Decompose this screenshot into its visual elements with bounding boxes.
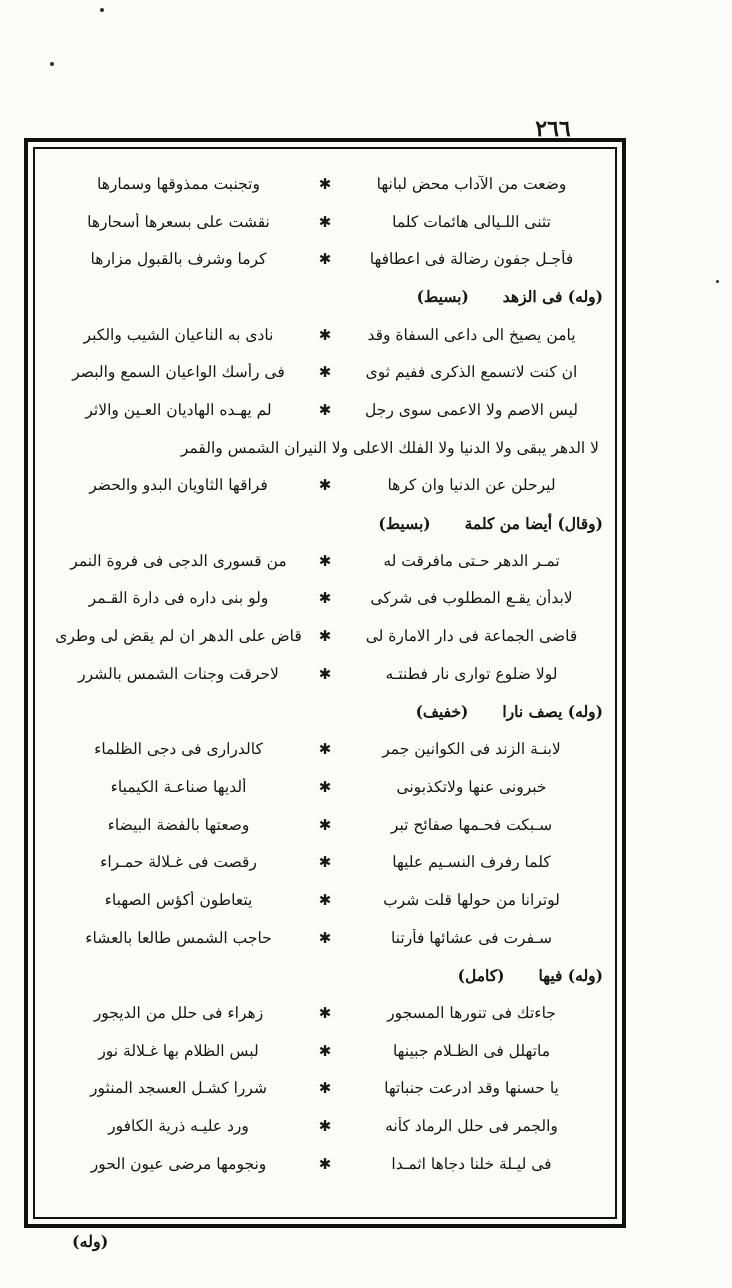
- hemistich-separator-star-icon: ✱: [318, 476, 332, 495]
- verse-first-hemistich: يا حسنها وقد ادرعت جنباتها: [384, 1079, 559, 1098]
- verse-line: [45, 1032, 605, 1070]
- hemistich-separator-star-icon: ✱: [318, 627, 332, 646]
- section-heading: [45, 504, 605, 542]
- hemistich-separator-star-icon: ✱: [318, 589, 332, 608]
- verse-first-hemistich: وضعت من الآداب محض لبانها: [376, 174, 567, 193]
- hemistich-separator-star-icon: ✱: [318, 1117, 332, 1136]
- text-frame-inner-border: [33, 147, 617, 1219]
- hemistich-separator-star-icon: ✱: [318, 250, 332, 269]
- verse-line: [45, 1145, 605, 1183]
- hemistich-separator-star-icon: ✱: [318, 664, 332, 683]
- verse-second-hemistich: نقشت على بسعرها أسحارها: [87, 212, 270, 231]
- poetic-meter-label: (خفيف): [415, 701, 469, 721]
- poetic-meter-label: (بسيط): [416, 287, 469, 307]
- verse-first-hemistich: تثنى اللـيالى هائمات كلما: [392, 212, 551, 231]
- verse-second-hemistich: لم يهـده الهاديان العـين والاثر: [85, 400, 272, 419]
- verse-line: [45, 843, 605, 881]
- verse-second-hemistich: ألديها صناعـة الكيمياء: [110, 777, 247, 796]
- verse-first-hemistich: ماتهلل فى الظـلام جبينها: [392, 1041, 551, 1060]
- scan-speck: [716, 280, 719, 283]
- hemistich-separator-star-icon: ✱: [318, 363, 332, 382]
- hemistich-separator-star-icon: ✱: [318, 1079, 332, 1098]
- verse-line: [45, 240, 605, 278]
- hemistich-separator-star-icon: ✱: [318, 890, 332, 909]
- verse-line: [45, 617, 605, 655]
- section-heading-label: (وله) فى الزهد: [502, 287, 603, 307]
- verse-line: [45, 994, 605, 1032]
- verse-line: [45, 655, 605, 693]
- hemistich-separator-star-icon: ✱: [318, 400, 332, 419]
- verse-first-hemistich: تمـر الدهر حـتى مافرقت له: [383, 551, 560, 570]
- hemistich-separator-star-icon: ✱: [318, 1154, 332, 1173]
- verse-line: [45, 203, 605, 241]
- hemistich-separator-star-icon: ✱: [318, 853, 332, 872]
- verse-second-hemistich: شررا كشـل العسجد المنثور: [90, 1079, 267, 1098]
- verse-second-hemistich: لاحرقت وجنات الشمس بالشرر: [78, 664, 279, 683]
- verse-first-hemistich: كلما رفرف النسـيم عليها: [392, 853, 551, 872]
- verse-second-hemistich: ولو بنى داره فى دارة القـمر: [88, 589, 269, 608]
- poetic-meter-label: (كامل): [457, 965, 505, 985]
- verse-line: [45, 353, 605, 391]
- verse-second-hemistich: حاجب الشمس طالعا بالعشاء: [85, 928, 272, 947]
- verse-second-hemistich: فراقها الثاويان البدو والحضر: [89, 476, 268, 495]
- verse-second-hemistich: يتعاطون أكؤس الصهباء: [104, 890, 253, 909]
- verse-second-hemistich: من قسورى الدجى فى فروة النمر: [70, 551, 287, 570]
- catchword: (وله): [72, 1232, 109, 1251]
- page-number: ٢٦٦: [535, 116, 571, 142]
- hemistich-separator-star-icon: ✱: [318, 551, 332, 570]
- hemistich-separator-star-icon: ✱: [318, 1003, 332, 1022]
- full-width-verse-line: لا الدهر يبقى ولا الدنيا ولا الفلك الاعلى ولا النيران الشمس والقمر: [180, 438, 599, 457]
- section-heading-label: (وله) يصف نارا: [502, 701, 603, 721]
- hemistich-separator-star-icon: ✱: [318, 740, 332, 759]
- verse-line: [45, 1070, 605, 1108]
- verse-second-hemistich: زهراء فى حلل من الديجور: [93, 1003, 264, 1022]
- verse-first-hemistich: خبرونى عنها ولاتكذبونى: [396, 777, 547, 796]
- verse-second-hemistich: لبس الظلام بها غـلالة نور: [98, 1041, 259, 1060]
- text-frame: [24, 138, 626, 1228]
- hemistich-separator-star-icon: ✱: [318, 777, 332, 796]
- verse-first-hemistich: والجمر فى حلل الرماد كأنه: [385, 1117, 558, 1136]
- verse-line: [45, 730, 605, 768]
- verse-second-hemistich: قاض على الدهر ان لم يقض لى وطرى: [55, 627, 302, 646]
- verse-line: [45, 391, 605, 429]
- verse-first-hemistich: لابدأن يقـع المطلوب فى شركى: [370, 589, 573, 608]
- poem-body: [45, 165, 605, 1183]
- verse-first-hemistich: لابنـة الزند فى الكوانين جمر: [382, 740, 561, 759]
- verse-first-hemistich: لوترانا من حولها قلت شرب: [383, 890, 560, 909]
- hemistich-separator-star-icon: ✱: [318, 212, 332, 231]
- verse-first-hemistich: ليس الاصم ولا الاعمى سوى رجل: [365, 400, 578, 419]
- hemistich-separator-star-icon: ✱: [318, 928, 332, 947]
- poetic-meter-label: (بسيط): [378, 513, 431, 533]
- verse-second-hemistich: ونجومها مرضى عيون الحور: [90, 1154, 267, 1173]
- scan-speck: [50, 62, 54, 66]
- section-heading: [45, 956, 605, 994]
- verse-first-hemistich: قاضى الجماعة فى دار الامارة لى: [365, 627, 578, 646]
- verse-second-hemistich: وتجنبت ممذوقها وسمارها: [97, 174, 260, 193]
- verse-line: [45, 919, 605, 957]
- verse-line: [45, 165, 605, 203]
- verse-first-hemistich: لولا ضلوع توارى نار فطنتـه: [385, 664, 558, 683]
- hemistich-separator-star-icon: ✱: [318, 815, 332, 834]
- verse-first-hemistich: فى ليـلة خلنا دجاها اثمـدا: [391, 1154, 552, 1173]
- verse-first-hemistich: جاءتك فى تنورها المسجور: [387, 1003, 556, 1022]
- section-heading: [45, 693, 605, 731]
- section-heading: [45, 278, 605, 316]
- verse-first-hemistich: فأجـل جفون رضالة فى اعطافها: [369, 250, 574, 269]
- scan-speck: [100, 8, 104, 12]
- verse-line: [45, 881, 605, 919]
- verse-second-hemistich: وصعتها بالفضة البيضاء: [107, 815, 250, 834]
- verse-second-hemistich: فى رأسك الواعيان السمع والبصر: [72, 363, 285, 382]
- verse-line: [45, 467, 605, 505]
- section-heading-label: (وقال) أيضا من كلمة: [464, 513, 603, 533]
- verse-second-hemistich: نادى به الناعيان الشيب والكبر: [83, 325, 274, 344]
- verse-first-hemistich: سـفرت فى عشائها فأرتنا: [391, 928, 552, 947]
- verse-second-hemistich: كالدرارى فى دجى الظلماء: [94, 740, 263, 759]
- hemistich-separator-star-icon: ✱: [318, 174, 332, 193]
- verse-first-hemistich: يامن يصيخ الى داعى السفاة وقد: [367, 325, 576, 344]
- verse-second-hemistich: ورد عليـه ذرية الكافور: [108, 1117, 249, 1136]
- verse-line: [45, 768, 605, 806]
- verse-first-hemistich: سـبكت فحـمها صفائح تبر: [390, 815, 553, 834]
- section-heading-label: (وله) فيها: [538, 965, 603, 985]
- verse-second-hemistich: رقصت فى غـلالة حمـراء: [100, 853, 257, 872]
- verse-first-hemistich: ليرحلن عن الدنيا وان كرها: [387, 476, 556, 495]
- hemistich-separator-star-icon: ✱: [318, 1041, 332, 1060]
- verse-second-hemistich: كرما وشرف بالقبول مزارها: [90, 250, 267, 269]
- verse-line: [45, 580, 605, 618]
- hemistich-separator-star-icon: ✱: [318, 325, 332, 344]
- verse-line: [45, 806, 605, 844]
- verse-line: [45, 1107, 605, 1145]
- verse-line: [45, 316, 605, 354]
- verse-line: [45, 542, 605, 580]
- verse-first-hemistich: ان كنت لاتسمع الذكرى ففيم ثوى: [365, 363, 578, 382]
